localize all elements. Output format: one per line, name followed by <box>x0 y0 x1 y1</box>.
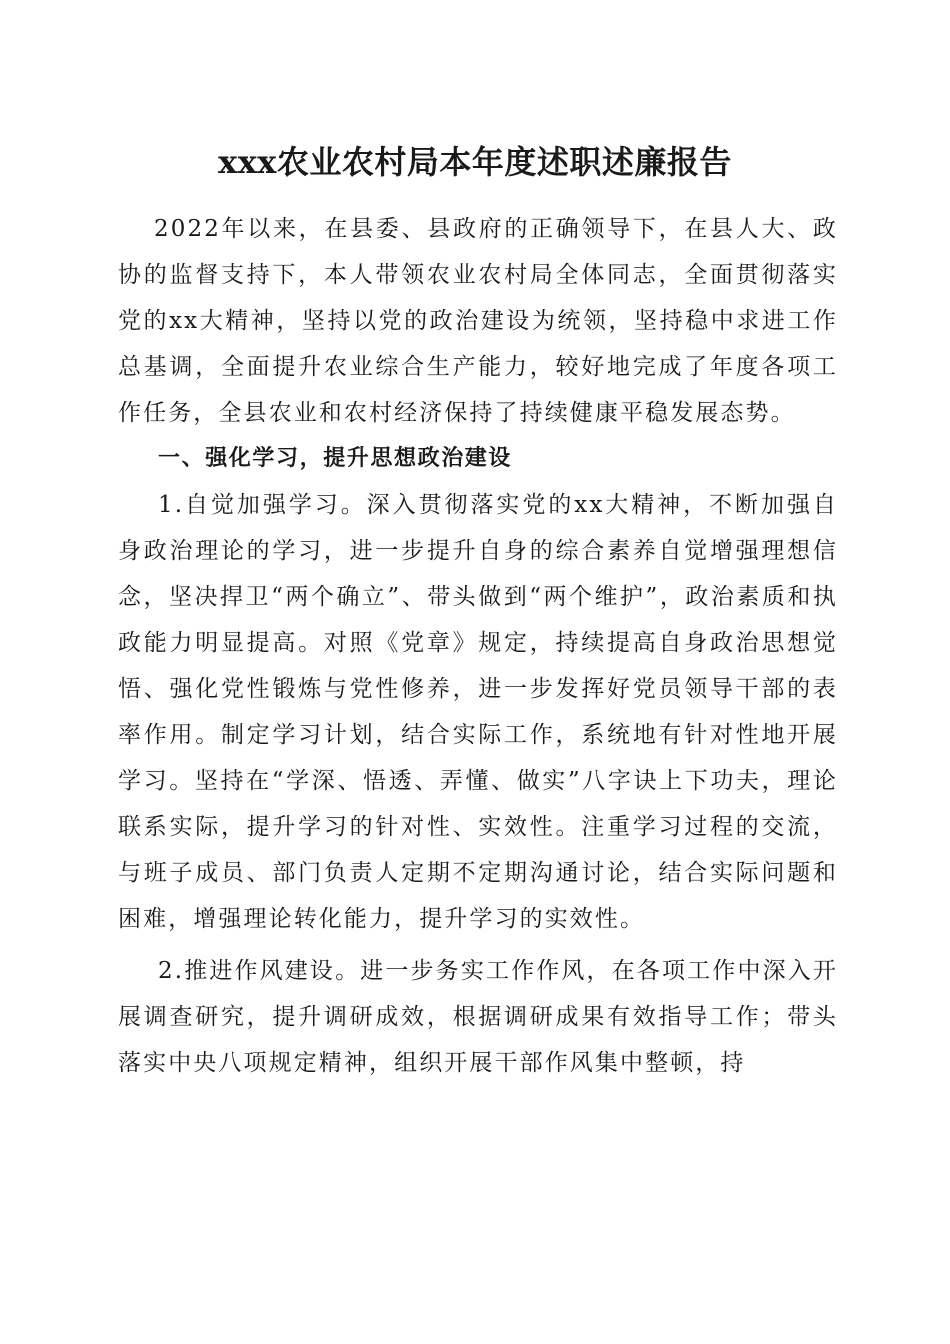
document-body <box>118 206 838 1086</box>
document-title: xxx农业农村局本年度述职述廉报告 <box>218 143 732 181</box>
intro-paragraph: 2022年以来，在县委、县政府的正确领导下，在县人大、政协的监督支持下，本人带领农业农村局全体同志，全面贯彻落实党的xx大精神，坚持以党的政治建设为统领，坚持稳中求进工作总基调，全面提升农业综合生产能力，较好地完成了年度各项工作任务，全县农业和农村经济保持了持续健康平稳发展态势。 <box>118 216 838 426</box>
section-1-item-1-paragraph: 1.自觉加强学习。深入贯彻落实党的xx大精神，不断加强自身政治理论的学习，进一步提升自身的综合素养自觉增强理想信念，坚决捍卫“两个确立”、带头做到“两个维护”，政治素质和执政能力明显提高。对照《党章》规定，持续提高自身政治思想觉悟、强化党性锻炼与党性修养，进一步发挥好党员领导干部的表率作用。制定学习计划，结合实际工作，系统地有针对性地开展学习。坚持在“学深、悟透、弄懂、做实”八字诀上下功夫，理论联系实际，提升学习的针对性、实效性。注重学习过程的交流，与班子成员、部门负责人定期不定期沟通讨论，结合实际问题和困难，增强理论转化能力，提升学习的实效性。 <box>118 492 838 932</box>
section-1-item-2-paragraph: 2.推进作风建设。进一步务实工作作风，在各项工作中深入开展调查研究，提升调研成效，根据调研成果有效指导工作；带头落实中央八项规定精神，组织开展干部作风集中整顿，持 <box>118 958 838 1076</box>
section-heading-1: 一、强化学习，提升思想政治建设 <box>158 446 513 471</box>
